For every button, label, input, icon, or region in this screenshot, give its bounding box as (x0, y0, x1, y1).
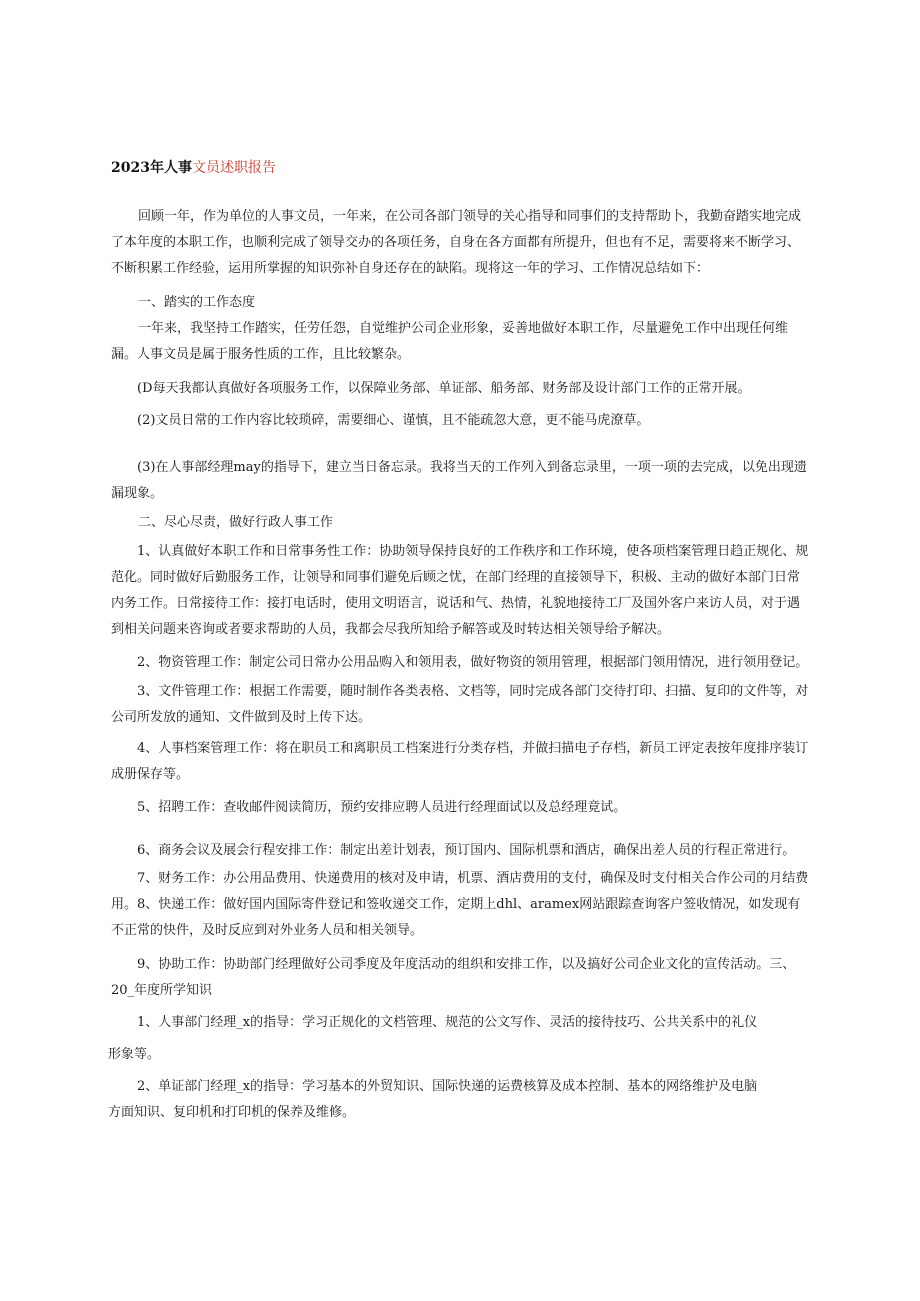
paragraph-duty-6: 6、商务会议及展会行程安排工作：制定出差计划表，预订国内、国际机票和酒店，确保出差人员的行程正常进行。 (137, 843, 796, 858)
paragraph-knowledge-1: 1、人事部门经理_x的指导：学习正规化的文档管理、规范的公文写作、灵活的接待技巧、公共关系中的礼仪 (137, 1015, 758, 1030)
paragraph-duty-3: 3、文件管理工作：根据工作需要，随时制作各类表格、文档等，同时完成各部门交待打印、扫描、复印的文件等，对公司所发放的通知、文件做到及时上传下达。 (111, 684, 809, 725)
paragraph-knowledge-1-cont: 形象等。 (108, 1047, 161, 1062)
paragraph-attitude: 一年来，我坚持工作踏实，任劳任怨，自觉维护公司企业形象，妥善地做好本职工作，尽量避免工作中出现任何维漏。人事文员是属于服务性质的工作，且比较繁杂。 (111, 321, 789, 362)
paragraph-knowledge-2: 2、单证部门经理_x的指导：学习基本的外贸知识、国际快递的运费核算及成本控制、基本的网络维护及电脑 (137, 1079, 758, 1094)
paragraph-item-d: (D每天我都认真做好各项服务工作，以保障业务部、单证部、船务部、财务部及设计部门工作的正常开展。 (137, 381, 751, 396)
document-title (111, 157, 276, 177)
paragraph-duty-9: 9、协助工作：协助部门经理做好公司季度及年度活动的组织和安排工作，以及搞好公司企业文化的宣传活动。三、20_年度所学知识 (111, 957, 796, 998)
paragraph-duty-7-8: 7、财务工作：办公用品费用、快递费用的核对及申请，机票、酒店费用的支付，确保及时支付相关合作公司的月结费用。8、快递工作：做好国内国际寄件登记和签收递交工作，定期上dhl、aramex网站跟踪查询客户签收情况，如发现有不正常的快件，及时反应到对外业务人员和相关领导。 (111, 871, 809, 938)
paragraph-intro: 回顾一年，作为单位的人事文员，一年来，在公司各部门领导的关心指导和同事们的支持帮助卜，我勤奋踏实地完成了本年度的本职工作，也顺利完成了领导交办的各项任务，自身在各方面都有所提升，但也有不足，需要将来不断学习、不断积累工作经验，运用所掌握的知识弥补自身还存在的缺陷。现将这一年的学习、工作情况总结如下： (111, 209, 802, 276)
section-heading-2: 二、尽心尽责，做好行政人事工作 (138, 515, 334, 530)
paragraph-item-2: (2)文员日常的工作内容比较琐碎，需要细心、谨慎，且不能疏忽大意，更不能马虎潦草。 (137, 413, 650, 428)
title-red-part: 文员述职报告 (191, 160, 276, 176)
paragraph-duty-5: 5、招聘工作：查收邮件阅读简历，预约安排应聘人员进行经理面试以及总经理竟试。 (137, 800, 627, 815)
paragraph-duty-2: 2、物资管理工作：制定公司日常办公用品购入和领用表，做好物资的领用管理，根据部门领用情况，进行领用登记。 (137, 655, 809, 670)
paragraph-knowledge-2-cont: 方面知识、复印机和打印机的保养及维修。 (108, 1105, 356, 1120)
section-heading-1: 一、踏实的工作态度 (138, 295, 256, 310)
paragraph-duty-1: 1、认真做好本职工作和日常事务性工作：协助领导保持良好的工作秩序和工作环境，使各项档案管理日趋正规化、规范化。同时做好后勤服务工作，让领导和同事们避免后顾之忧，在部门经理的直接领导下，积极、主动的做好本部门日常内务工作。日常接待工作：接打电话时，使用文明语言，说话和气、热情，礼貌地接待工厂及国外客户来访人员，对于遇到相关问题来咨询或者要求帮助的人员，我都会尽我所知给予解答或及时转达相关领导给予解决。 (111, 544, 809, 637)
paragraph-item-3: (3)在人事部经理may的指导下，建立当日备忘录。我将当天的工作列入到备忘录里，一项一项的去完成，以免出现遗漏现象。 (111, 460, 807, 501)
paragraph-duty-4: 4、人事档案管理工作：将在职员工和离职员工档案进行分类存档，并做扫描电子存档，新员工评定表按年度排序装订成册保存等。 (111, 741, 809, 782)
title-year-part: 2023年人事 (111, 160, 192, 176)
